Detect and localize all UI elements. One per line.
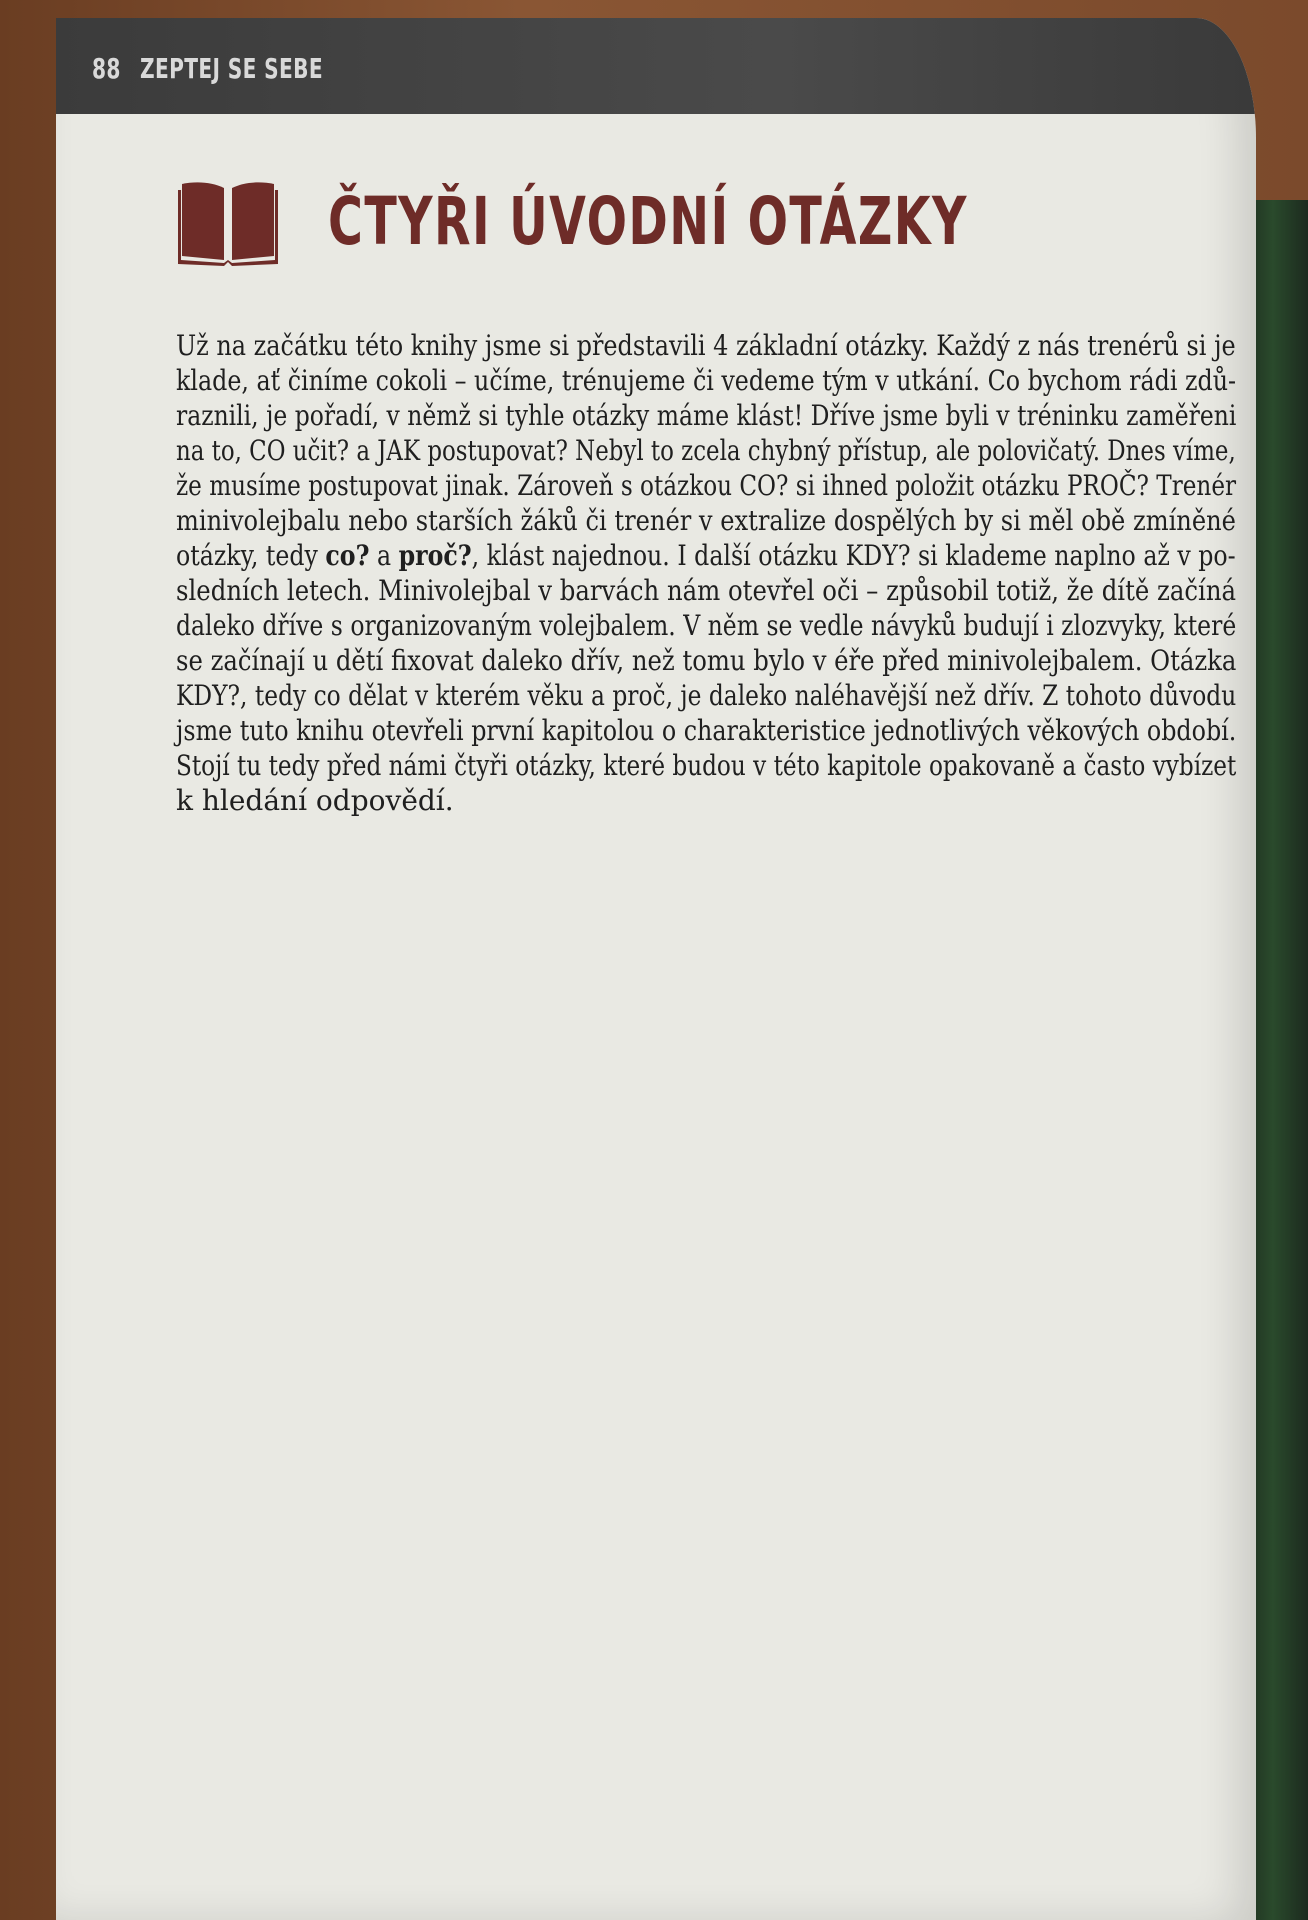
chapter-title: ČTYŘI ÚVODNÍ OTÁZKY <box>328 182 968 260</box>
text-segment: , klást najednou. I další otázku KDY? si klademe naplno až v po- <box>471 539 1236 572</box>
text-line: na to, CO učit? a JAK postupovat? Nebyl to zcela chybný přístup, ale polovičatý. Dnes víme, <box>176 434 1236 467</box>
text-segment: a <box>369 539 399 572</box>
text-line: se začínají u dětí fixovat daleko dřív, než tomu bylo v éře před minivolejbalem. Otázka <box>176 644 1237 677</box>
text-line: minivolejbalu nebo starších žáků či trenér v extralize dospělých by si měl obě zmíněné <box>176 504 1236 537</box>
text-line: Stojí tu tedy před námi čtyři otázky, které budou v této kapitole opakovaně a často vybízet <box>176 749 1237 782</box>
chapter-heading <box>178 176 1217 266</box>
text-line: sledních letech. Minivolejbal v barvách nám otevřel oči – způsobil totiž, že dítě začíná <box>176 574 1237 607</box>
book-page <box>56 18 1256 1920</box>
text-line: Už na začátku této knihy jsme si představili 4 základní otázky. Každý z nás trenérů si je <box>176 329 1236 362</box>
bold-term-proc: proč? <box>398 539 472 572</box>
text-line: k hledání odpovědí. <box>176 784 454 817</box>
bold-term-co: co? <box>325 539 370 572</box>
text-line: jsme tuto knihu otevřeli první kapitolou o charakteristice jednotlivých věkových období. <box>176 714 1237 747</box>
running-head: ZEPTEJ SE SEBE <box>140 52 323 85</box>
open-book-icon <box>178 176 278 266</box>
page-number: 88 <box>92 52 121 85</box>
text-line: že musíme postupovat jinak. Zároveň s otázkou CO? si ihned položit otázku PROČ? Trenér <box>176 469 1237 502</box>
text-line: raznili, je pořadí, v němž si tyhle otázky máme klást! Dříve jsme byli v tréninku zaměřeni <box>176 399 1237 432</box>
header-band <box>56 18 1256 114</box>
text-line-with-bold <box>176 538 1236 573</box>
text-line: klade, ať činíme cokoli – učíme, trénujeme či vedeme tým v utkání. Co bychom rádi zdů- <box>176 364 1237 397</box>
body-paragraph <box>176 328 1236 818</box>
text-line: daleko dříve s organizovaným volejbalem. V něm se vedle návyků budují i zlozvyky, které <box>176 609 1237 642</box>
text-segment: otázky, tedy <box>176 539 326 572</box>
text-line: KDY?, tedy co dělat v kterém věku a proč, je daleko naléhavější než dřív. Z tohoto důvodu <box>176 679 1237 712</box>
